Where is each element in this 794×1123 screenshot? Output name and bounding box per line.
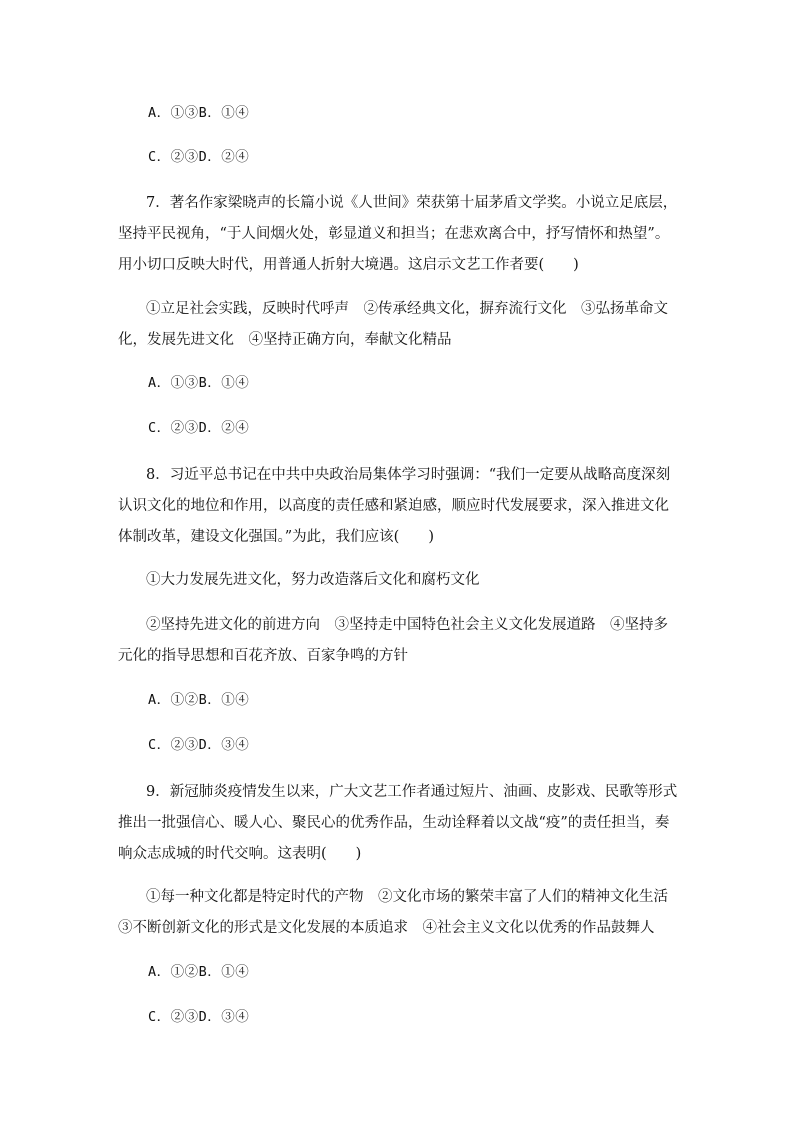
question-7-option-cd: C．②③D．②④ [148, 420, 250, 436]
question-9-statements: ①每一种文化都是特定时代的产物 ②文化市场的繁荣丰富了人们的精神文化生活 ③不断创新文化的形式是文化发展的本质追求 ④社会主义文化以优秀的作品鼓舞人 [118, 889, 683, 936]
question-9-option-ab: A．①②B．①④ [148, 964, 250, 980]
question-7-statements: ①立足社会实践，反映时代呼声 ②传承经典文化，摒弃流行文化 ③弘扬革命文化，发展先进文化 ④坚持正确方向，奉献文化精品 [118, 301, 668, 348]
question-8-statement-2: ②坚持先进文化的前进方向 ③坚持走中国特色社会主义文化发展道路 ④坚持多元化的指导思想和百花齐放、百家争鸣的方针 [118, 617, 668, 664]
question-9-stem: 9．新冠肺炎疫情发生以来，广大文艺工作者通过短片、油画、皮影戏、民歌等形式推出一批强信心、暖人心、聚民心的优秀作品，生动诠释着以文战“疫”的责任担当，奏响众志成城的时代交响。这表明( ) [118, 784, 678, 862]
question-7-option-ab: A．①③B．①④ [148, 375, 250, 391]
question-7-stem: 7．著名作家梁晓声的长篇小说《人世间》荣获第十届茅盾文学奖。小说立足底层，坚持平民视角，“于人间烟火处，彰显道义和担当；在悲欢离合中，抒写情怀和热望”。用小切口反映大时代，用普通人折射大境遇。这启示文艺工作者要( ) [118, 195, 678, 273]
option-line-cd: C．②③D．②④ [148, 149, 250, 165]
question-8-option-ab: A．①②B．①④ [148, 692, 250, 708]
question-8-stem: 8．习近平总书记在中共中央政治局集体学习时强调：“我们一定要从战略高度深刻认识文化的地位和作用，以高度的责任感和紧迫感，顺应时代发展要求，深入推进文化体制改革，建设文化强国。”为此，我们应该( ) [118, 467, 671, 545]
option-line-ab: A．①③B．①④ [148, 105, 250, 121]
question-9-option-cd: C．②③D．③④ [148, 1009, 250, 1025]
question-8-option-cd: C．②③D．③④ [148, 737, 250, 753]
question-8-statement-1: ①大力发展先进文化，努力改造落后文化和腐朽文化 [146, 572, 480, 588]
